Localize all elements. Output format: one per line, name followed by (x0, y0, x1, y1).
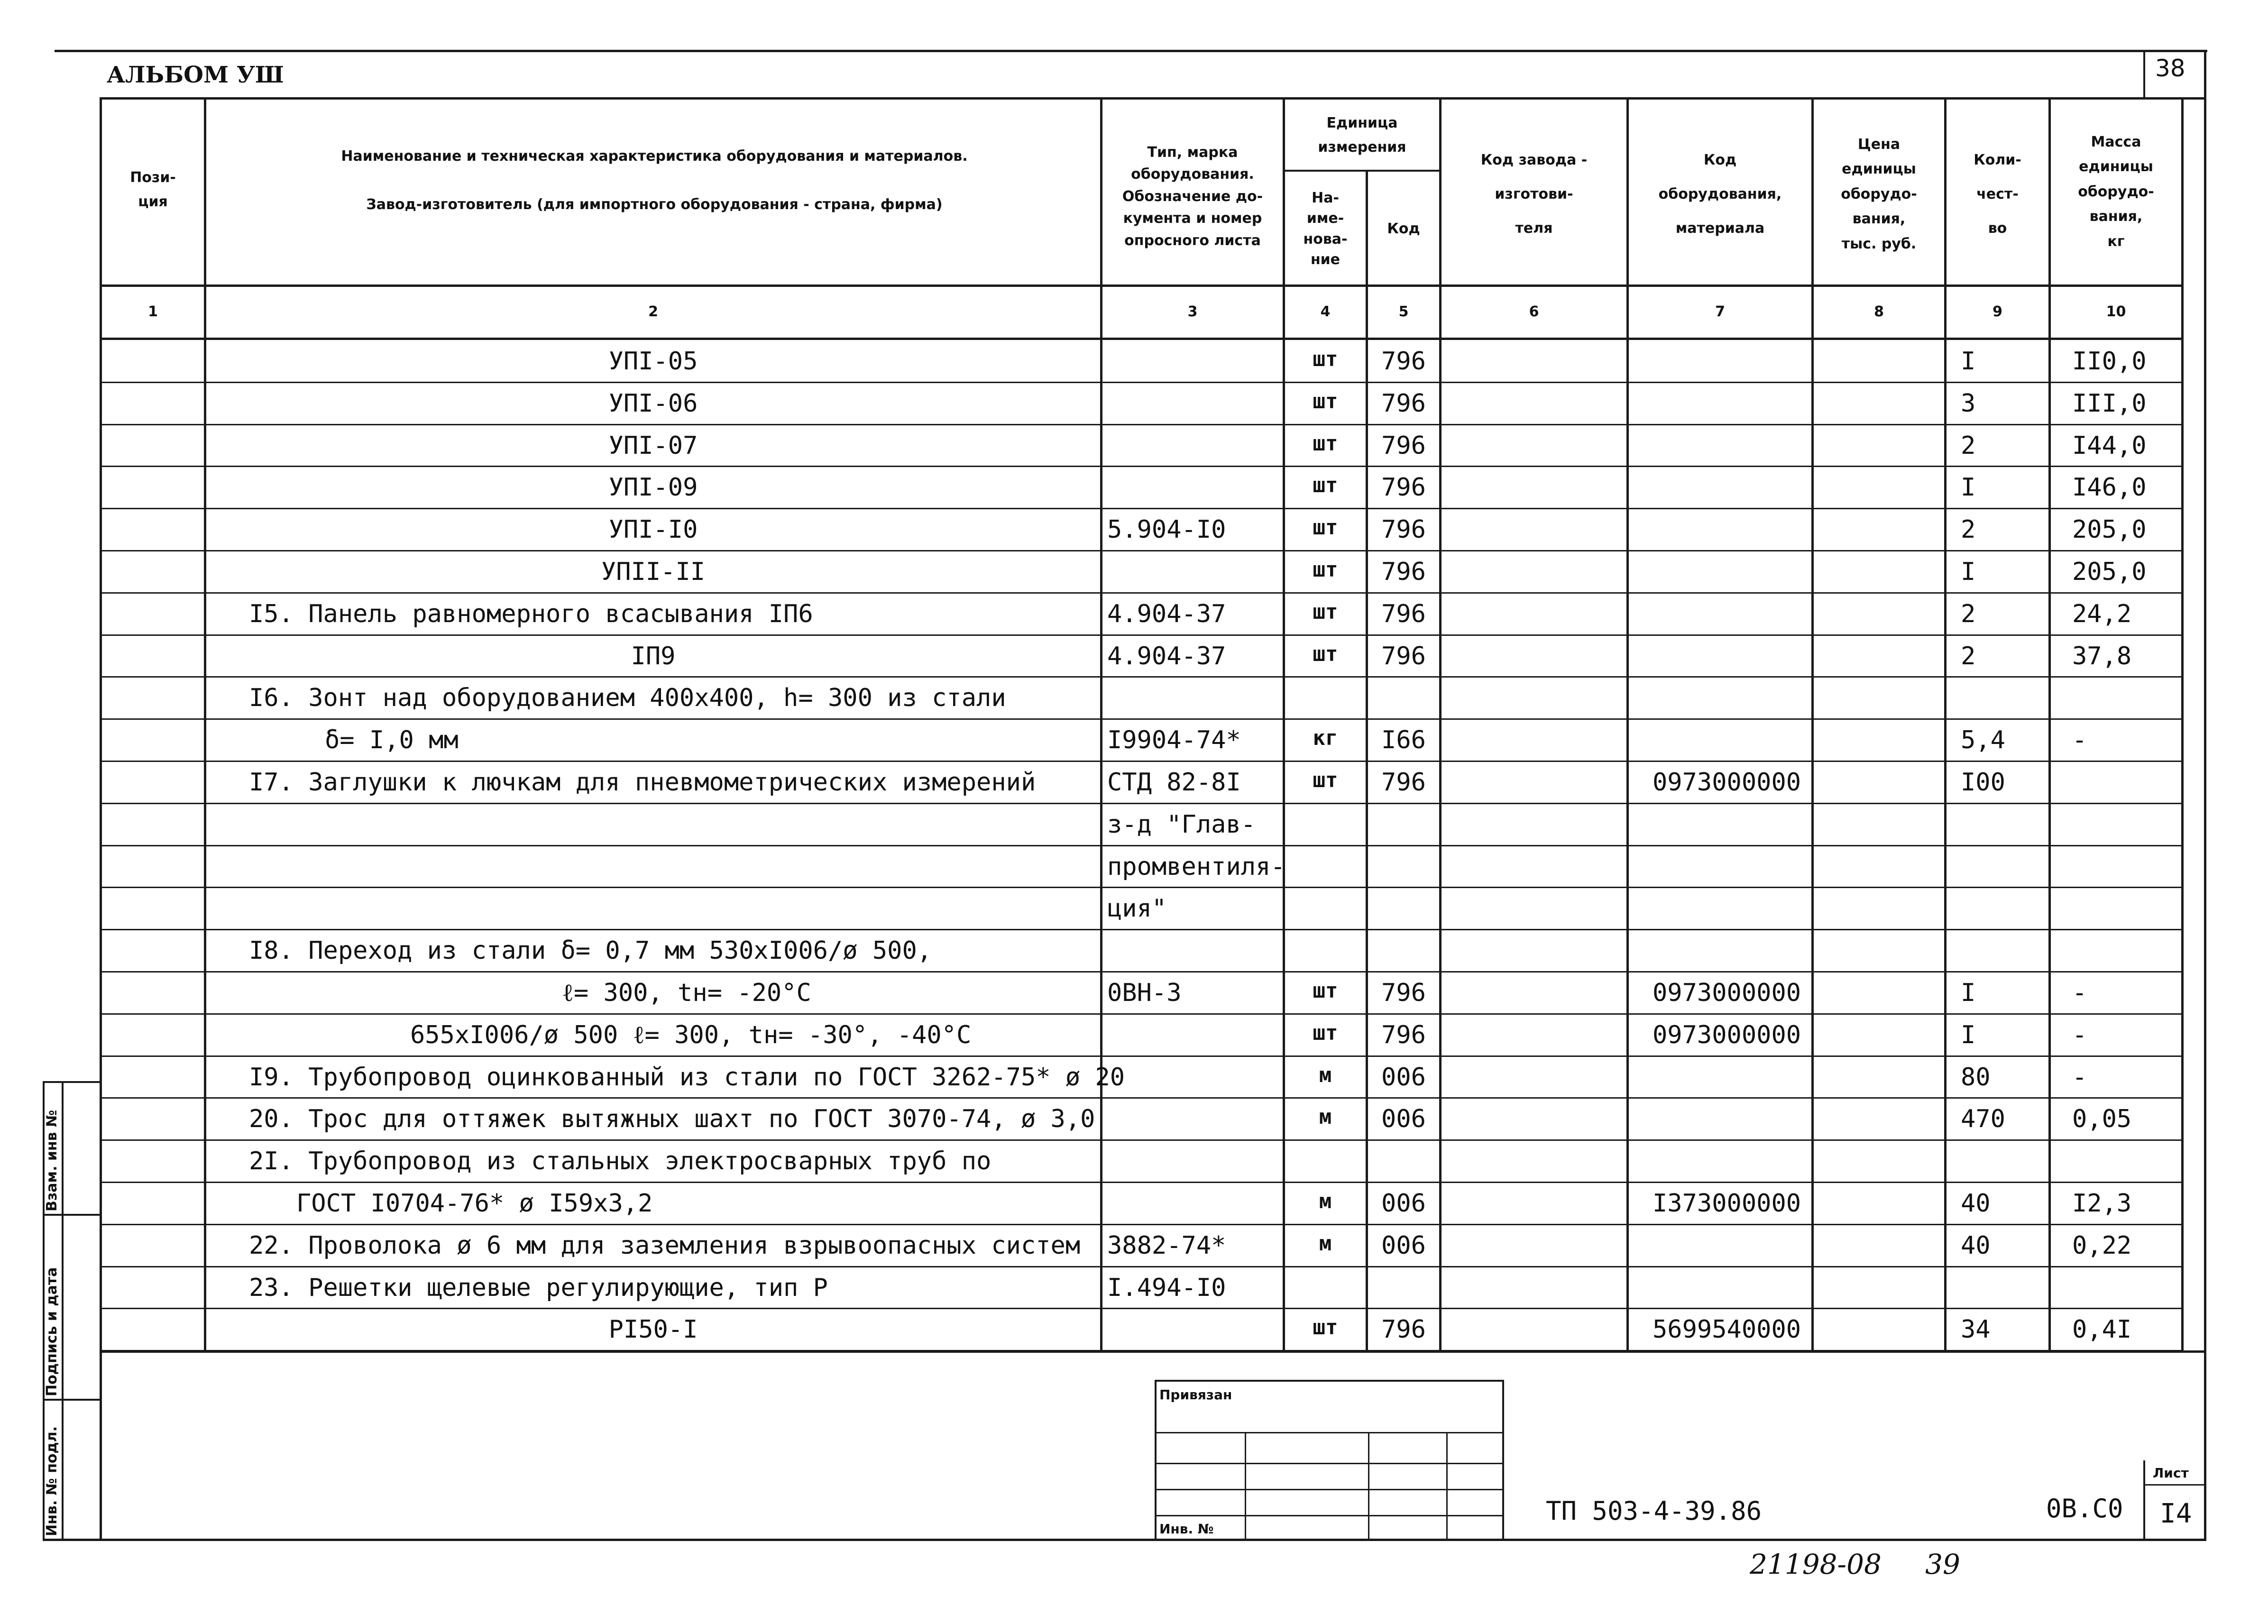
cell-code: 006 (1381, 1063, 1426, 1092)
stamp-grid-v2 (1368, 1432, 1369, 1539)
cell-name: 655xI006/ø 500 ℓ= 300, tн= -30°, -40°C (410, 1021, 972, 1049)
header-material-code: Код оборудования, материала (1658, 152, 1782, 237)
cell-name: УПI-05 (608, 347, 698, 376)
cell-unit: шт (1313, 389, 1338, 413)
page-number-divider (2143, 50, 2145, 97)
row-separator (102, 929, 2184, 930)
stamp-bound-label: Привязан (1159, 1387, 1232, 1403)
row-separator (102, 592, 2184, 594)
cell-name: I7. Заглушки к лючкам для пневмометрических измерений (249, 768, 1036, 797)
cell-mass: - (2072, 726, 2087, 754)
cell-qty: 2 (1961, 431, 1976, 460)
colnum-8: 8 (1874, 303, 1884, 320)
cell-mat: I373000000 (1653, 1189, 1801, 1218)
title-block-split (2143, 1484, 2205, 1486)
stamp-box-right (1502, 1380, 1504, 1541)
cell-unit: шт (1313, 347, 1338, 371)
cell-mass: I2,3 (2072, 1189, 2132, 1218)
cell-code: 006 (1381, 1189, 1426, 1218)
cell-doc: з-д "Глав- (1107, 810, 1256, 839)
cell-unit: м (1319, 1063, 1332, 1087)
table-top-line (100, 97, 2205, 100)
cell-qty: 3 (1961, 389, 1976, 418)
cell-unit: шт (1313, 1021, 1338, 1045)
doc-designation: ТП 503-4-39.86 (1546, 1496, 1762, 1526)
row-separator (102, 761, 2184, 762)
right-border (2204, 50, 2206, 1541)
cell-name: δ= I,0 мм (325, 726, 459, 754)
stamp-box-left (1155, 1380, 1157, 1541)
cell-mat: 0973000000 (1653, 768, 1801, 797)
header-unit-name: На- име- нова- ние (1303, 189, 1348, 268)
stamp-grid-h3 (1155, 1489, 1503, 1490)
cell-unit: шт (1313, 558, 1338, 582)
cell-unit: шт (1313, 431, 1338, 456)
row-separator (102, 1097, 2184, 1099)
cell-name: УПI-06 (608, 389, 698, 418)
row-separator (102, 887, 2184, 888)
cell-name: I8. Переход из стали δ= 0,7 мм 530xI006/ø 500, (249, 936, 932, 965)
row-separator (102, 971, 2184, 973)
side-label-sign-date: Подпись и дата (44, 1267, 60, 1396)
cell-name: 20. Трос для оттяжек вытяжных шахт по ГОСТ 3070-74, ø 3,0 (249, 1105, 1095, 1133)
bottom-border (43, 1539, 2205, 1541)
cell-code: 796 (1381, 558, 1426, 586)
cell-unit: шт (1313, 642, 1338, 666)
cell-name: ℓ= 300, tн= -20°C (562, 979, 811, 1007)
cell-code: 796 (1381, 431, 1426, 460)
cell-doc: I9904-74* (1107, 726, 1241, 754)
row-separator (102, 1013, 2184, 1015)
doc-code: 0В.С0 (2046, 1494, 2123, 1523)
row-separator (102, 1139, 2184, 1141)
cell-qty: 34 (1961, 1315, 1991, 1344)
cell-name: 23. Решетки щелевые регулирующие, тип Р (249, 1274, 828, 1302)
colnum-3: 3 (1187, 303, 1198, 320)
row-separator (102, 676, 2184, 678)
stamp-grid-v1 (1245, 1432, 1246, 1539)
cell-name: УПI-09 (608, 473, 698, 502)
cell-doc: СТД 82-8I (1107, 768, 1241, 797)
cell-doc: 0ВН-3 (1107, 979, 1182, 1007)
stamp-grid-h1 (1155, 1432, 1503, 1433)
row-separator (102, 845, 2184, 846)
cell-code: 796 (1381, 600, 1426, 628)
row-separator (102, 1266, 2184, 1267)
stamp-grid-v3 (1446, 1432, 1448, 1539)
row-separator (102, 1350, 2184, 1351)
side-label-inv-sub: Взам. инв № (44, 1110, 60, 1211)
cell-name: 22. Проволока ø 6 мм для заземления взрывоопасных систем (249, 1231, 1081, 1260)
cell-name: I9. Трубопровод оцинкованный из стали по ГОСТ 3262-75* ø 20 (249, 1063, 1125, 1092)
cell-qty: 80 (1961, 1063, 1991, 1092)
cell-mass: 205,0 (2072, 515, 2147, 544)
cell-mass: 37,8 (2072, 642, 2132, 670)
cell-mat: 0973000000 (1653, 1021, 1801, 1049)
cell-code: 796 (1381, 473, 1426, 502)
cell-mass: 0,22 (2072, 1231, 2132, 1260)
colnum-6: 6 (1529, 303, 1539, 320)
cell-code: 796 (1381, 389, 1426, 418)
row-separator (102, 1224, 2184, 1225)
colnum-10: 10 (2106, 303, 2126, 320)
cell-qty: 2 (1961, 515, 1976, 544)
row-separator (102, 718, 2184, 720)
cell-unit: шт (1313, 1315, 1338, 1340)
cell-unit: шт (1313, 515, 1338, 540)
cell-doc: 3882-74* (1107, 1231, 1226, 1260)
top-border (55, 50, 2207, 52)
side-strip-top (43, 1081, 102, 1083)
cell-unit: шт (1313, 600, 1338, 624)
side-strip-inner (62, 1081, 64, 1541)
side-strip-div2 (43, 1399, 102, 1401)
header-unit: Единица измерения (1318, 115, 1406, 156)
row-separator (102, 424, 2184, 425)
header-mass: Масса единицы оборудо- вания, кг (2078, 133, 2154, 250)
cell-doc: промвентиля- (1107, 853, 1286, 881)
cell-qty: 40 (1961, 1231, 1991, 1260)
cell-mass: 205,0 (2072, 558, 2147, 586)
cell-name: УПI-I0 (608, 515, 698, 544)
header-quantity: Коли- чест- во (1974, 152, 2021, 237)
header-price: Цена единицы оборудо- вания, тыс. руб. (1841, 136, 1917, 252)
cell-mat: 5699540000 (1653, 1315, 1801, 1344)
cell-unit: шт (1313, 473, 1338, 497)
cell-name: УПI-07 (608, 431, 698, 460)
row-separator (102, 466, 2184, 467)
cell-doc: 5.904-I0 (1107, 515, 1226, 544)
header-position: Пози- ция (130, 169, 176, 210)
cell-doc: 4.904-37 (1107, 642, 1226, 670)
cell-name: I5. Панель равномерного всасывания IП6 (249, 600, 813, 628)
stamp-grid-h4 (1155, 1515, 1503, 1516)
side-strip-div1 (43, 1214, 102, 1216)
colnum-7: 7 (1715, 303, 1725, 320)
cell-qty: 5,4 (1961, 726, 2005, 754)
cell-code: 796 (1381, 1021, 1426, 1049)
unit-header-split (1283, 170, 1442, 172)
cell-name: I6. Зонт над оборудованием 400x400, h= 300 из стали (249, 684, 1006, 712)
cell-code: 796 (1381, 1315, 1426, 1344)
cell-mass: - (2072, 979, 2087, 1007)
cell-qty: I (1961, 558, 1976, 586)
cell-qty: I (1961, 473, 1976, 502)
page-number: 38 (2155, 55, 2185, 82)
cell-doc: ция" (1107, 894, 1167, 923)
colnum-4: 4 (1320, 303, 1331, 320)
handwritten-footer: 21198-08 39 (1750, 1548, 1960, 1580)
cell-code: 796 (1381, 979, 1426, 1007)
title-block-divider (2143, 1460, 2145, 1541)
cell-mass: III,0 (2072, 389, 2147, 418)
cell-code: 006 (1381, 1231, 1426, 1260)
cell-mass: II0,0 (2072, 347, 2147, 376)
cell-qty: I00 (1961, 768, 2005, 797)
cell-name: IП9 (631, 642, 676, 670)
header-unit-code: Код (1387, 220, 1420, 237)
cell-unit: м (1319, 1231, 1332, 1256)
cell-doc: 4.904-37 (1107, 600, 1226, 628)
header-type: Тип, марка оборудования. Обозначение до- кумента и номер опросного листа (1122, 144, 1263, 249)
header-name: Наименование и техническая характеристика оборудования и материалов. Завод-изготовитель (для импортного оборудования - страна, фирма) (341, 147, 968, 213)
cell-code: 796 (1381, 642, 1426, 670)
row-separator (102, 382, 2184, 383)
cell-qty: 470 (1961, 1105, 2005, 1133)
cell-qty: 40 (1961, 1189, 1991, 1218)
row-separator (102, 1308, 2184, 1309)
colnum-1: 1 (148, 303, 158, 320)
album-title: АЛЬБОМ УШ (107, 62, 284, 88)
cell-mass: I44,0 (2072, 431, 2147, 460)
row-separator (102, 634, 2184, 636)
cell-name: PI50-I (608, 1315, 698, 1344)
colnum-2: 2 (648, 303, 658, 320)
cell-qty: I (1961, 347, 1976, 376)
cell-code: 796 (1381, 768, 1426, 797)
cell-mass: - (2072, 1063, 2087, 1092)
row-separator (102, 803, 2184, 804)
row-separator (102, 508, 2184, 509)
stamp-box-top (1155, 1380, 1503, 1382)
row-separator (102, 550, 2184, 551)
stamp-inv-label: Инв. № (1159, 1521, 1214, 1537)
cell-unit: шт (1313, 768, 1338, 792)
cell-name: УПII-II (601, 558, 706, 586)
sheet-label: Лист (2153, 1465, 2189, 1481)
cell-mass: 0,4I (2072, 1315, 2132, 1344)
cell-unit: м (1319, 1105, 1332, 1129)
cell-code: 006 (1381, 1105, 1426, 1133)
cell-code: 796 (1381, 515, 1426, 544)
cell-unit: кг (1313, 726, 1338, 750)
cell-mass: I46,0 (2072, 473, 2147, 502)
colnum-9: 9 (1993, 303, 2002, 320)
cell-mass: 24,2 (2072, 600, 2132, 628)
cell-code: 796 (1381, 347, 1426, 376)
colnum-5: 5 (1398, 303, 1409, 320)
cell-qty: 2 (1961, 600, 1976, 628)
cell-qty: I (1961, 979, 1976, 1007)
header-plant-code: Код завода - изготови- теля (1480, 152, 1588, 237)
cell-unit: шт (1313, 979, 1338, 1003)
row-separator (102, 1055, 2184, 1057)
row-separator (102, 1182, 2184, 1183)
colnum-bottom-line (100, 338, 2184, 340)
header-bottom-line (100, 284, 2184, 287)
cell-mass: 0,05 (2072, 1105, 2132, 1133)
cell-name: ГОСТ I0704-76* ø I59x3,2 (296, 1189, 653, 1218)
sheet-number: I4 (2160, 1498, 2192, 1529)
cell-doc: I.494-I0 (1107, 1274, 1226, 1302)
cell-mat: 0973000000 (1653, 979, 1801, 1007)
cell-qty: 2 (1961, 642, 1976, 670)
cell-code: I66 (1381, 726, 1426, 754)
side-label-inv-orig: Инв. № подл. (44, 1426, 60, 1536)
cell-name: 2I. Трубопровод из стальных электросварных труб по (249, 1147, 992, 1175)
cell-unit: м (1319, 1189, 1332, 1213)
cell-qty: I (1961, 1021, 1976, 1049)
stamp-grid-h2 (1155, 1463, 1503, 1464)
cell-mass: - (2072, 1021, 2087, 1049)
